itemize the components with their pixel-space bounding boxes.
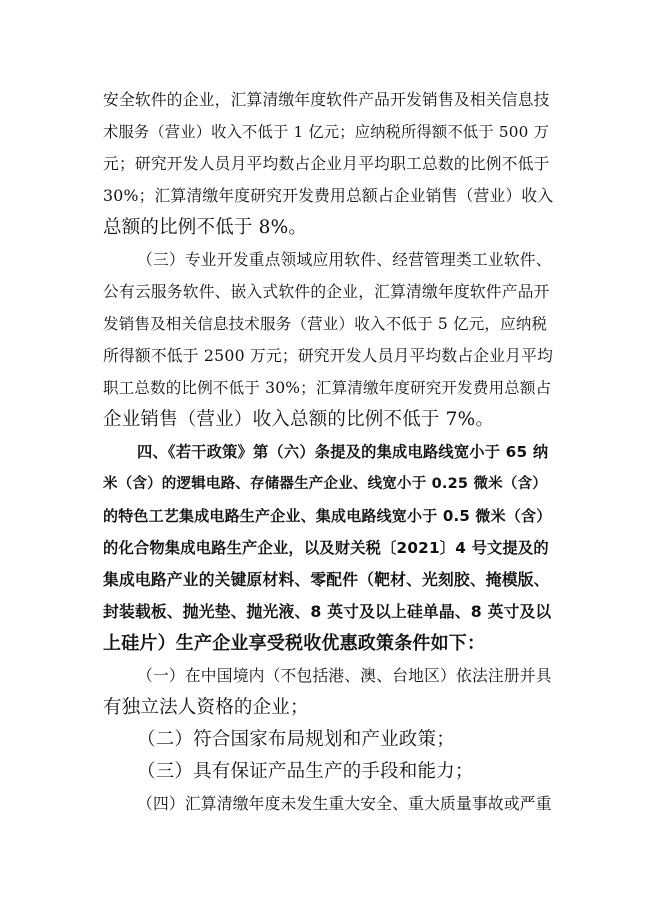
text-line: 总额的比例不低于 8%。 — [103, 217, 308, 238]
bold-text-line: 上硅片）生产企业享受税收优惠政策条件如下： — [103, 633, 486, 654]
text-line: （二）符合国家布局规划和产业政策； — [137, 729, 455, 750]
text-line: 安全软件的企业，汇算清缴年度软件产品开发销售及相关信息技 — [103, 90, 550, 109]
bold-text-line: 四、《若干政策》第（六）条提及的集成电路线宽小于 65 纳 — [137, 443, 549, 461]
bold-text-line: 米（含）的逻辑电路、存储器生产企业、线宽小于 0.25 微米（含） — [103, 476, 547, 492]
text-line: （三）专业开发重点领域应用软件、经营管理类工业软件、 — [137, 250, 552, 269]
text-line: 发销售及相关信息技术服务（营业）收入不低于 5 亿元，应纳税 — [103, 315, 548, 333]
bold-text-line: 的特色工艺集成电路生产企业、集成电路线宽小于 0.5 微米（含） — [103, 507, 552, 525]
text-line: 30%；汇算清缴年度研究开发费用总额占企业销售（营业）收入 — [103, 186, 554, 205]
text-line: 元；研究开发人员月平均数占企业月平均职工总数的比例不低于 — [103, 154, 550, 173]
bold-text-line: 封装载板、抛光垫、抛光液、8 英寸及以上硅单晶、8 英寸及以 — [103, 602, 552, 621]
text-line: 职工总数的比例不低于 30%；汇算清缴年度研究开发费用总额占 — [103, 379, 552, 397]
text-line: 企业销售（营业）收入总额的比例不低于 7%。 — [103, 409, 495, 430]
text-line: 公有云服务软件、嵌入式软件的企业，汇算清缴年度软件产品开 — [103, 282, 550, 301]
text-line: 术服务（营业）收入不低于 1 亿元；应纳税所得额不低于 500 万 — [103, 123, 550, 141]
bold-text-line: 集成电路产业的关键原材料、零配件（靶材、光刻胶、掩模版、 — [103, 570, 550, 589]
text-line: 有独立法人资格的企业； — [103, 697, 309, 718]
text-line: （三）具有保证产品生产的手段和能力； — [137, 761, 474, 782]
bold-text-line: 的化合物集成电路生产企业，以及财关税〔2021〕4 号文提及的 — [103, 539, 549, 557]
text-line: 所得额不低于 2500 万元；研究开发人员月平均数占企业月平均 — [103, 346, 554, 365]
text-line: （一）在中国境内（不包括港、澳、台地区）依法注册并具 — [137, 666, 552, 685]
text-line: （四）汇算清缴年度未发生重大安全、重大质量事故或严重 — [137, 794, 552, 813]
